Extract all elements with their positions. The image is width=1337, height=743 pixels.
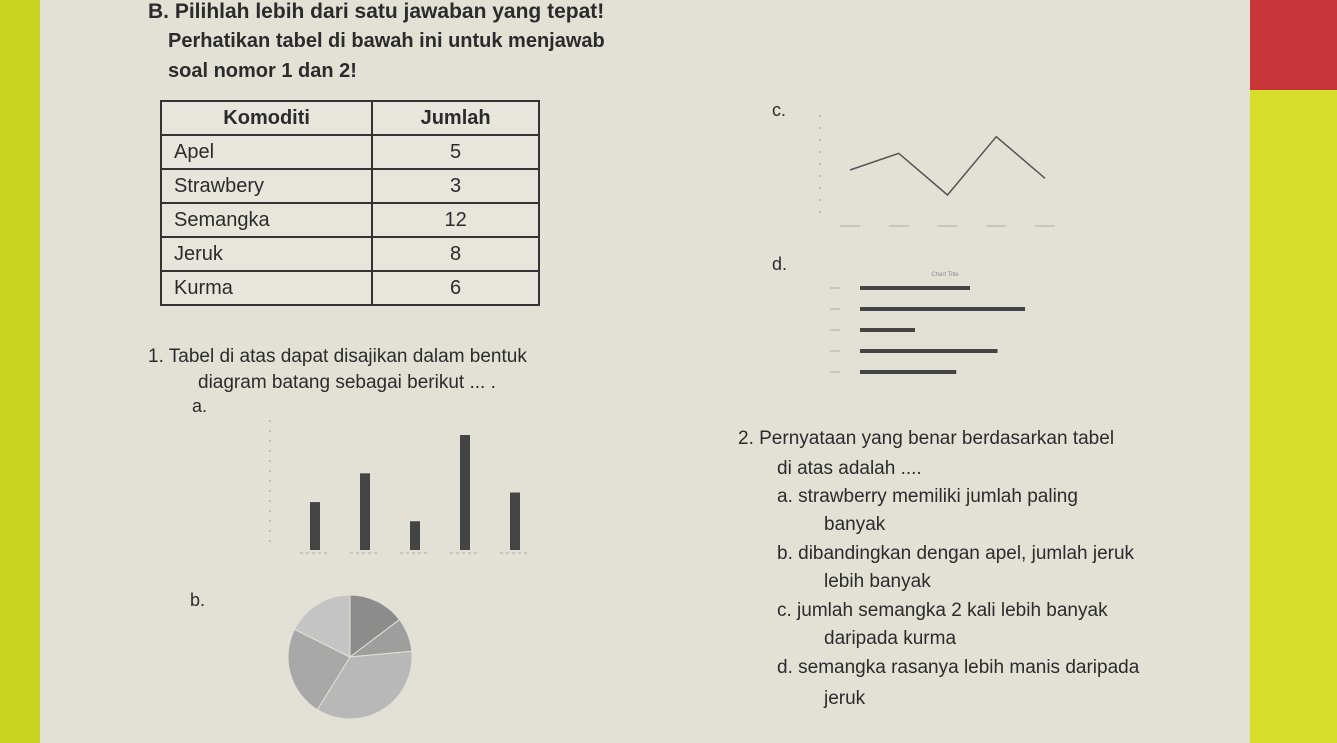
cell-value: 12 <box>372 203 539 237</box>
bar <box>860 286 970 290</box>
question-2-line-1: 2. Pernyataan yang benar berdasarkan tabel <box>738 428 1115 449</box>
bar <box>360 473 370 550</box>
cell-name: Kurma <box>161 271 372 305</box>
question-1-line-1: 1. Tabel di atas dapat disajikan dalam bentuk <box>148 346 527 367</box>
question-1-line-2: diagram batang sebagai berikut ... . <box>198 372 496 393</box>
instruction-line-1: Perhatikan tabel di bawah ini untuk menjawab <box>168 30 605 52</box>
question-2-line-2: di atas adalah .... <box>777 458 922 479</box>
header-komoditi: Komoditi <box>161 101 372 135</box>
q2-option-b-cont[interactable]: lebih banyak <box>824 571 931 592</box>
background-left <box>0 0 40 743</box>
bar <box>860 307 1025 311</box>
table-row <box>161 237 539 271</box>
option-c-line-chart[interactable] <box>815 110 1050 240</box>
option-a-bar-chart[interactable] <box>260 415 540 565</box>
table-row <box>161 271 539 305</box>
option-d-horizontal-bar-chart[interactable] <box>815 268 1035 398</box>
bar <box>860 349 998 353</box>
cell-name: Apel <box>161 135 372 169</box>
cell-value: 8 <box>372 237 539 271</box>
bar <box>310 502 320 550</box>
commodity-table <box>160 100 540 306</box>
q2-option-a-cont[interactable]: banyak <box>824 514 886 535</box>
bar <box>860 328 915 332</box>
cell-name: Jeruk <box>161 237 372 271</box>
cell-value: 6 <box>372 271 539 305</box>
instruction-line-2: soal nomor 1 dan 2! <box>168 60 357 82</box>
bar <box>460 435 470 550</box>
option-d-label[interactable]: d. <box>772 254 788 274</box>
line-series <box>850 137 1045 195</box>
bar <box>410 521 420 550</box>
bar <box>510 493 520 551</box>
table-row <box>161 169 539 203</box>
cell-name: Semangka <box>161 203 372 237</box>
section-title: B. Pilihlah lebih dari satu jawaban yang tepat! <box>148 0 605 23</box>
q2-option-c[interactable]: c. jumlah semangka 2 kali lebih banyak <box>777 600 1108 621</box>
option-b-pie-chart[interactable] <box>280 592 420 722</box>
header-jumlah: Jumlah <box>372 101 539 135</box>
chart-title: Chart Title <box>931 272 959 278</box>
q2-option-d-cont[interactable]: jeruk <box>824 688 866 709</box>
q2-option-b[interactable]: b. dibandingkan dengan apel, jumlah jeruk <box>777 543 1135 564</box>
table-row <box>161 135 539 169</box>
cell-value: 5 <box>372 135 539 169</box>
cell-value: 3 <box>372 169 539 203</box>
q2-option-c-cont[interactable]: daripada kurma <box>824 628 957 649</box>
option-c-label[interactable]: c. <box>772 100 787 120</box>
option-b-label[interactable]: b. <box>190 590 206 610</box>
q2-option-d[interactable]: d. semangka rasanya lebih manis daripada <box>777 657 1140 678</box>
table-row <box>161 203 539 237</box>
table-header-row <box>161 101 539 135</box>
bar <box>860 370 956 374</box>
option-a-label[interactable]: a. <box>192 396 208 416</box>
cell-name: Strawbery <box>161 169 372 203</box>
q2-option-a[interactable]: a. strawberry memiliki jumlah paling <box>777 486 1078 507</box>
